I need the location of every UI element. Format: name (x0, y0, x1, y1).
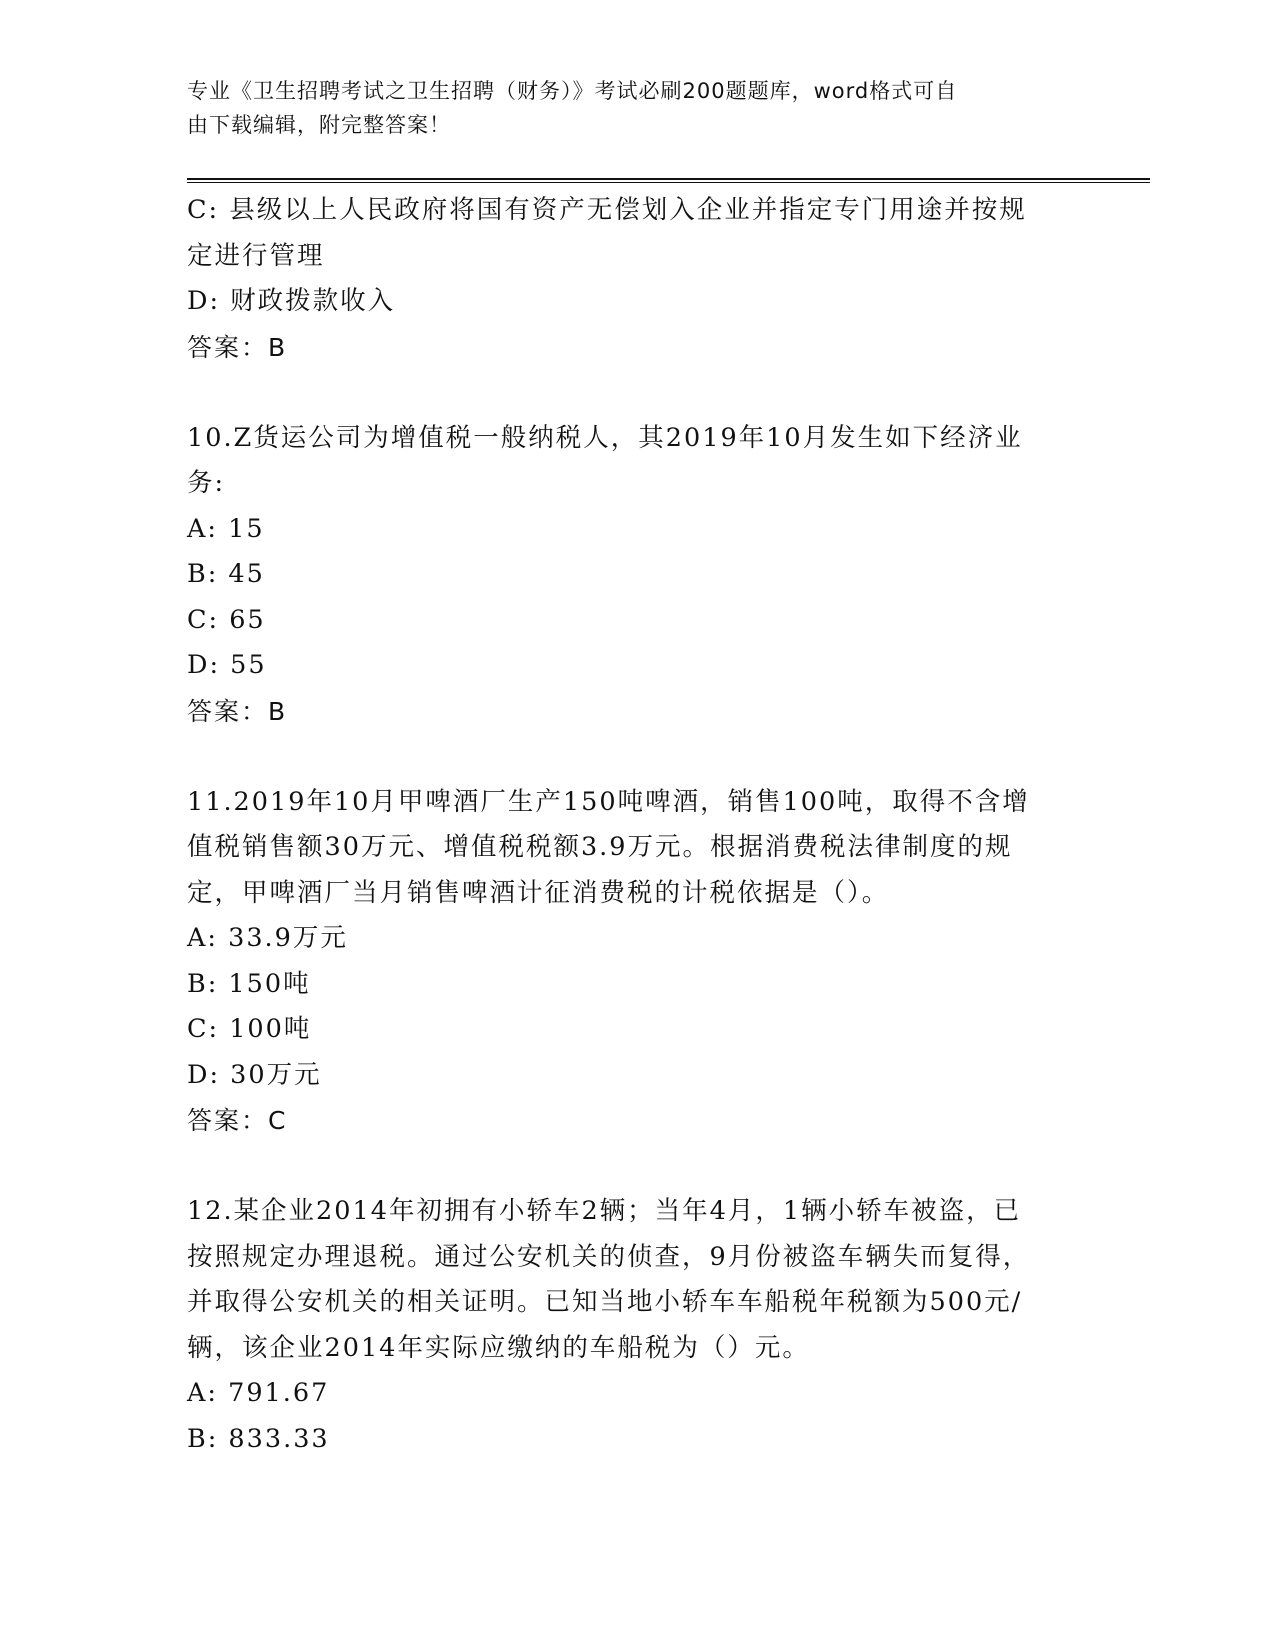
q10-option-a: A: 15 (187, 513, 265, 544)
q11-stem-line-2: 值税销售额30万元、增值税税额3.9万元。根据消费税法律制度的规 (187, 832, 1013, 862)
q11-option-a: A: 33.9万元 (187, 923, 348, 953)
q10-option-c: C: 65 (187, 604, 266, 635)
q12-option-a: A: 791.67 (187, 1378, 330, 1408)
q11-stem-line-3: 定，甲啤酒厂当月销售啤酒计征消费税的计税依据是（）。 (187, 877, 890, 908)
q12-option-b: B: 833.33 (187, 1423, 330, 1454)
question-10 (187, 416, 1077, 735)
q11-option-b: B: 150吨 (187, 968, 311, 999)
spacer (187, 734, 1077, 780)
q12-stem-line-3: 并取得公安机关的相关证明。已知当地小轿车车船税年税额为500元/ (187, 1287, 1023, 1317)
document-header (187, 74, 1087, 142)
q9-option-c-line-1: C: 县级以上人民政府将国有资产无偿划入企业并指定专门用途并按规 (187, 195, 1027, 225)
q11-stem-line-1: 11.2019年10月甲啤酒厂生产150吨啤酒，销售100吨，取得不含增 (187, 786, 1030, 817)
q11-answer: 答案：C (187, 1106, 288, 1135)
question-9-tail (187, 188, 1077, 370)
q10-answer: 答案：B (187, 696, 288, 726)
q10-option-b: B: 45 (187, 559, 265, 589)
q9-option-d: D: 财政拨款收入 (187, 286, 396, 316)
spacer (187, 370, 1077, 416)
q12-stem-line-4: 辆，该企业2014年实际应缴纳的车船税为（）元。 (187, 1332, 810, 1363)
header-line-2: 由下载编辑，附完整答案！ (187, 113, 451, 137)
q10-stem-line-1: 10.Z货运公司为增值税一般纳税人，其2019年10月发生如下经济业 (187, 422, 1023, 453)
question-12 (187, 1189, 1077, 1462)
q11-option-d: D: 30万元 (187, 1059, 322, 1090)
spacer (187, 1144, 1077, 1190)
q9-option-c-line-2: 定进行管理 (187, 240, 325, 271)
q11-option-c: C: 100吨 (187, 1014, 312, 1044)
q12-stem-line-1: 12.某企业2014年初拥有小轿车2辆；当年4月，1辆小轿车被盗，已 (187, 1196, 1022, 1226)
q10-option-d: D: 55 (187, 650, 267, 680)
question-11 (187, 780, 1077, 1144)
header-rule-thin (187, 182, 1150, 183)
header-rule-thick (187, 178, 1150, 180)
q12-stem-line-2: 按照规定办理退税。通过公安机关的侦查，9月份被盗车辆失而复得， (187, 1241, 1031, 1272)
header-line-1: 专业《卫生招聘考试之卫生招聘（财务）》考试必刷200题题库，word格式可自 (187, 79, 958, 103)
document-body (187, 188, 1077, 1462)
q9-answer: 答案：B (187, 332, 288, 362)
q10-stem-line-2: 务: (187, 468, 226, 498)
